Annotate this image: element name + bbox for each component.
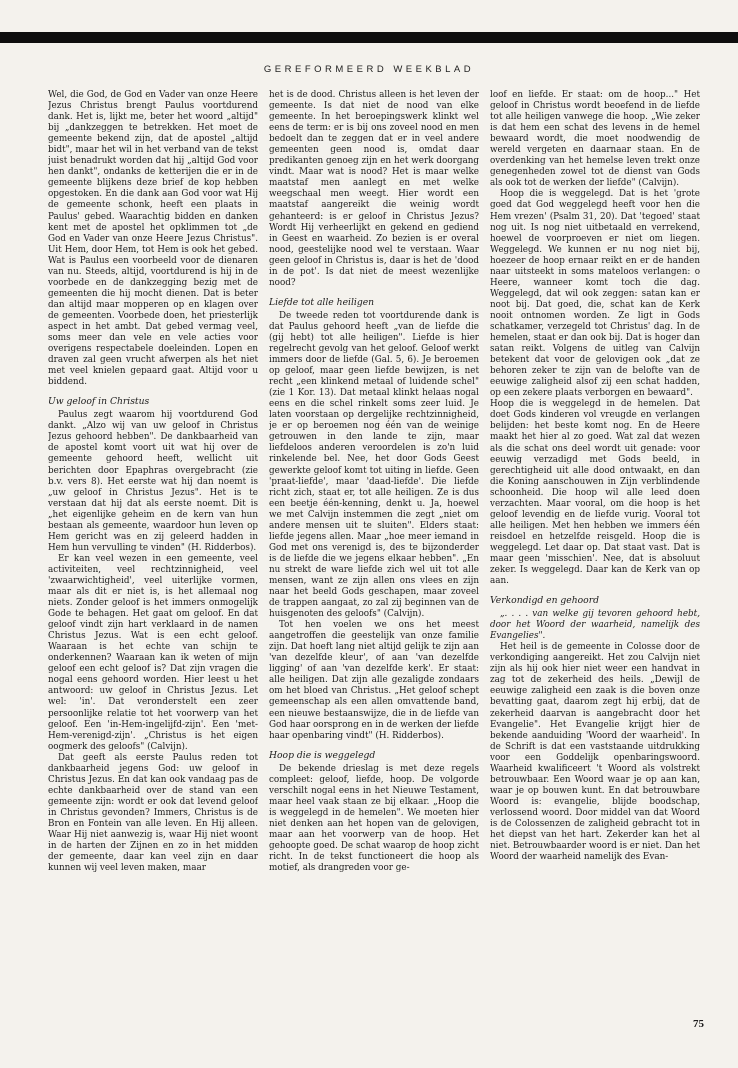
section-heading: Uw geloof in Christus	[48, 396, 150, 408]
paragraph: loof en liefde. Er staat: om de hoop..." Het geloof in Christus wordt beoefend in de liefde tot alle heiligen vanwege die hoop. „Wie zeker is dat hem een schat des levens in de hemel bewaard wordt, die moet noodwendig de wereld vergeten en daarnaar staan. En de overdenking van het hemelse leven trekt onze genegenheden zowel tot de dienst van Gods als ook tot de werken der liefde" (Calvijn).	[490, 90, 700, 189]
paragraph: Wel, die God, de God en Vader van onze Heere Jezus Christus brengt Paulus voortdurend dank. Het is, lijkt me, beter het woord „altijd" bij „dankzeggen te betrekken. Het moet de gemeente bekend zijn, dat de apostel „altijd bidt", maar het wil in het verband van de tekst juist benadrukt worden dat hij „altijd God voor hen dankt", ondanks de ketterijen die er in de gemeente blijkens deze brief de kop hebben opgestoken. En die dank aan God voor wat Hij de gemeente schonk, heeft een plaats in Paulus' gebed. Waarachtig bidden en danken kent met de apostel het opklimmen tot „de God en Vader van onze Heere Jezus Christus". Uit Hem, door Hem, tot Hem is ook het gebed. Wat is Paulus een voorbeeld voor de dienaren van nu. Steeds, altijd, voortdurend is hij in de voorbede en de dankzegging bezig met de gemeenten die hij mocht dienen. Dat is beter dan altijd maar mopperen op en klagen over de gemeenten. Voorbede doen, het priesterlijk aspect in het ambt. Dat gebed vermag veel, soms meer dan vele en vele acties voor overigens respectabele doeleinden. Lopen en draven zal geen vrucht afwerpen als het niet met veel knielen gepaard gaat. Altijd voor u biddend.	[48, 90, 258, 388]
paragraph: De bekende drieslag is met deze regels compleet: geloof, liefde, hoop. De volgorde verschilt nogal eens in het Nieuwe Testament, maar heel vaak staan ze bij elkaar. „Hoop die is weggelegd in de hemelen". We moeten hier niet denken aan het hopen van de gelovigen, maar aan het voorwerp van de hoop. Het gehoopte goed. De schat waarop de hoop zicht richt. In de tekst functioneert die hoop als motief, als drangreden voor ge-	[269, 763, 479, 874]
section-heading: Hoop die is weggelegd	[269, 749, 376, 761]
paragraph: De tweede reden tot voortdurende dank is dat Paulus gehoord heeft „van de liefde die (gij hebt) tot alle heiligen". Liefde is hier regelrecht gevolg van het geloof. Geloof werkt immers door de liefde (Gal. 5, 6). Je beroemen op geloof, maar geen liefde bewijzen, is net recht „een klinkend metaal of luidende schel" (zie 1 Kor. 13). Dat metaal klinkt helaas nogal eens en die schel rinkelt soms zeer luid. Je laten voorstaan op dergelijke rechtzinnigheid, je er op beroemen nog één van de weinige getrouwen in den lande te zijn, maar liefdeloos anderen veroordelen is zo'n luid rinkelende bel. Nee, het door Gods Geest gewerkte geloof komt tot uiting in liefde. Geen 'praat-liefde', maar 'daad-liefde'. Die liefde richt zich, staat er, tot alle heiligen. Ze is dus een beetje één-kenning, denkt u. Ja, hoewel we met Calvijn instemmen die zegt „niet om andere mensen uit te sluiten". Elders staat: liefde jegens allen. Maar „hoe meer iemand in God met ons verenigd is, des te bijzonderder is de liefde die we jegens elkaar hebben". „En nu strekt de ware liefde zich wel uit tot alle mensen, want ze zijn allen ons vlees en zijn naar het beeld Gods geschapen, maar zoveel de trappen aangaat, zo zal zij beginnen van de huisgenoten des geloofs" (Calvijn).	[269, 310, 479, 620]
column-3	[490, 90, 700, 988]
paragraph: Dat geeft als eerste Paulus reden tot dankbaarheid jegens God: uw geloof in Christus Jezus. En dat kan ook vandaag pas de echte dankbaarheid over de stand van een gemeente zijn: wordt er ook dat levend geloof in Christus gevonden? Immers, Christus is de Bron en Fontein van alle leven. En Hij alleen. Waar Hij niet aanwezig is, waar Hij niet woont in de harten der Zijnen en zo in het midden der gemeente, daar kan veel zijn en daar kunnen wij veel leven maken, maar	[48, 752, 258, 874]
paragraph: Hoop die is weggelegd in de hemelen. Dat doet Gods kinderen vol vreugde en verlangen belijden: het beste komt nog. En de Heere maakt het hier al zo goed. Wat zal dat wezen als die schat ons deel wordt uit genade: voor eeuwig verzadigd met Gods beeld, in gerechtigheid uit alle dood ontwaakt, en dan die Koning aanschouwen in Zijn verblindende schoonheid. Die hoop wil alle leed doen verzachten. Maar vooral, om die hoop is het geloof levendig en de liefde vurig. Vooral tot alle heiligen. Met hen hebben we immers één reisdoel en hetzelfde reisgeld. Hoop die is weggelegd. Let daar op. Dat staat vast. Dat is maar geen 'misschien'. Nee, dat is absoluut zeker. Is weggelegd. Daar kan de Kerk van op aan.	[490, 399, 700, 587]
scripture-quote: „. . . . van welke gij tevoren gehoord hebt, door het Woord der waarheid, namelijk des Evangelies".	[490, 609, 700, 642]
section-heading: Verkondigd en gehoord	[490, 595, 599, 607]
paragraph: Tot hen voelen we ons het meest aangetroffen die geestelijk van onze familie zijn. Dat hoeft lang niet altijd gelijk te zijn aan 'van dezelfde kleur', of aan 'van dezelfde ligging' of aan 'van dezelfde kerk'. Er staat: alle heiligen. Dat zijn alle gezaligde zondaars om het bloed van Christus. „Het geloof schept gemeenschap als een allen omvattende band, een nieuwe bestaanswijze, die in de liefde van God haar oorsprong en in de werken der liefde haar openbaring vindt" (H. Ridderbos).	[269, 620, 479, 741]
paragraph: Hoop die is weggelegd. Dat is het 'grote goed dat God weggelegd heeft voor hen die Hem vrezen' (Psalm 31, 20). Dat 'tegoed' staat nog uit. Is nog niet uitbetaald en verrekend, hoewel de voorproeven er niet om liegen. Weggelegd. We kunnen er nu nog niet bij, hoezeer de hoop ernaar reikt en er de handen naar uitsteekt in soms mateloos verlangen: o Heere, wanneer komt toch die dag. Weggelegd, dat wil ook zeggen: satan kan er noot bij. Dat goed, die, schat kan de Kerk nooit ontnomen worden. Ze ligt in Gods schatkamer, verzegeld tot Christus' dag. In de hemelen, staat er dan ook bij. Dat is hoger dan satan reikt. Volgens de uitleg van Calvijn betekent dat voor de gelovigen ook „dat ze behoren zeker te zijn van de belofte van de eeuwige zaligheid alsof zij een schat hadden, op een zekere plaats verborgen en bewaard".	[490, 189, 700, 399]
paragraph: Er kan veel wezen in een gemeente, veel activiteiten, veel rechtzinnigheid, veel 'zwaarwichtigheid', veel uiterlijke vormen, maar als dit er niet is, is het allemaal nog niets. Zonder geloof is het immers onmogelijk Gode te behagen. Het gaat om geloof. En dat geloof vindt zijn hart verklaard in de namen Christus Jezus. Wat is een echt geloof. Waaraan is het echte van schijn te onderkennen? Waaraan kan ik weten of mijn geloof een echt geloof is? Dat zijn vragen die nogal eens gehoord worden. Hier leest u het antwoord: uw geloof in Christus Jezus. Let wel: 'in'. Dat veronderstelt een zeer persoonlijke relatie tot het voorwerp van het geloof. Een 'in-Hem-ingelijfd-zijn'. Een 'met-Hem-verenigd-zijn'. „Christus is het eigen oogmerk des geloofs" (Calvijn).	[48, 553, 258, 752]
top-rule	[0, 32, 738, 43]
paragraph: het is de dood. Christus alleen is het leven der gemeente. Is dat niet de nood van elke gemeente. In het beroepingswerk klinkt wel eens de term: er is bij ons zoveel nood en men bedoelt dan te zeggen dat er in veel andere gemeenten geen nood is, omdat daar predikanten genoeg zijn en het werk doorgang vindt. Maar wat is nood? Het is maar welke maatstaf men aanlegt en met welke weegschaal men weegt. Hier wordt een maatstaf aangereikt die weinig wordt gehanteerd: is er geloof in Christus Jezus? Wordt Hij verheerlijkt en gekend en gediend in Geest en waarheid. Zo bezien is er overal nood, geestelijke nood wel te verstaan. Waar geen geloof in Christus is, daar is het de 'dood in de pot'. Is dat niet de meest wezenlijke nood?	[269, 90, 479, 288]
paragraph: Paulus zegt waarom hij voortdurend God dankt. „Alzo wij van uw geloof in Christus Jezus gehoord hebben". De dankbaarheid van de apostel komt voort uit wat hij over de gemeente gehoord heeft, wellicht uit berichten door Epaphras overgebracht (zie b.v. vers 8). Het eerste wat hij dan noemt is „uw geloof in Christus Jezus". Het is te verstaan dat hij dat als eerste noemt. Dit is „het eigenlijke geheim en de kern van hun bestaan als gemeente, waardoor hun leven op Hem gericht was en zij geleerd hadden in Hem hun vervulling te vinden" (H. Ridderbos).	[48, 410, 258, 553]
column-2	[269, 90, 479, 988]
column-1	[48, 90, 258, 988]
section-heading: Liefde tot alle heiligen	[269, 296, 375, 308]
paragraph: Het heil is de gemeente in Colosse door de verkondiging aangereikt. Het zou Calvijn niet zijn als hij ook hier niet weer een handvat in zag tot de zekerheid des heils. „Dewijl de eeuwige zaligheid een zaak is die boven onze bevatting gaat, daarom zegt hij erbij, dat de zekerheid daarvan is aangebracht door het Evangelie". Het Evangelie krijgt hier de bekende aanduiding 'Woord der waarheid'. In de Schrift is dat een vaststaande uitdrukking voor een Goddelijk openbaringswoord. Waarheid kwalificeert 't Woord als volstrekt betrouwbaar. Een Woord waar je op aan kan, waar je op bouwen kunt. En dat betrouwbare Woord is: evangelie, blijde boodschap, verlossend woord. Door middel van dat Woord is de Colossenzen de zaligheid gebracht tot in het diepst van het hart. Zekerder kan het al niet. Betrouwbaarder woord is er niet. Dan het Woord der waarheid namelijk des Evan-	[490, 642, 700, 863]
page-number: 75	[693, 1018, 704, 1030]
article-columns	[48, 90, 700, 988]
masthead: GEREFORMEERD WEEKBLAD	[263, 64, 475, 75]
